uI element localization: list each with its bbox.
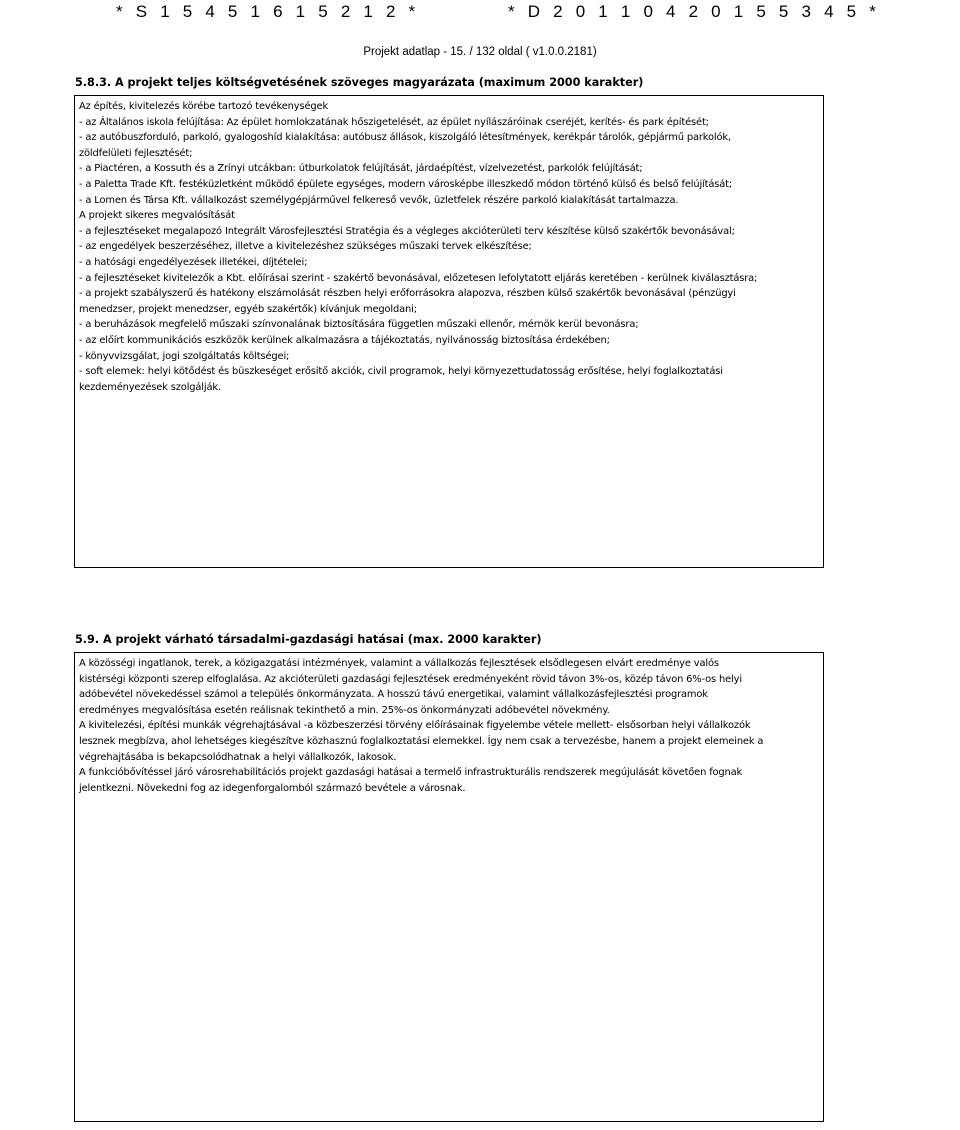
- text-line: - a fejlesztéseket kivitelezők a Kbt. előírásai szerint - szakértő bevonásával, előzetesen lefolytatott eljárás keretében - kerülnek kiválasztásra;: [79, 272, 758, 284]
- text-line: A projekt sikeres megvalósítását: [79, 210, 235, 222]
- text-line: - az Általános iskola felújítása: Az épület homlokzatának hőszigetelését, az épület nyílászáróinak cseréjét, kerítés- és park építését;: [79, 116, 709, 128]
- section-cost-title: 5.8.3. A projekt teljes költségvetésének szöveges magyarázata (maximum 2000 karakter): [75, 76, 644, 89]
- text-line: A közösségi ingatlanok, terek, a közigazgatási intézmények, valamint a vállalkozás fejlesztések elsődlegesen elvárt eredménye valós: [79, 658, 719, 669]
- page-info: Projekt adatlap - 15. / 132 oldal ( v1.0.0.2181): [363, 46, 597, 58]
- text-line: kezdeményezések szolgálják.: [79, 381, 221, 393]
- text-line: menedzser, projekt menedzser, egyéb szakértők) kívánjuk megoldani;: [79, 303, 417, 315]
- text-line: lesznek megbízva, ahol lehetséges kiegészítve közhasznú foglalkoztatási elemekkel. Így nem csak a tervezésbe, hanem a projekt elemeinek a: [79, 735, 764, 747]
- text-line: - az előírt kommunikációs eszközök kerülnek alkalmazásra a tájékoztatás, nyilvánosság biztosítása érdekében;: [79, 334, 610, 346]
- text-line: zöldfelületi fejlesztését;: [79, 147, 193, 159]
- text-line: A funkcióbővítéssel járó városrehabilitációs projekt gazdasági hatásai a termelő infrastrukturális rendszerek megújulását követően fognak: [79, 767, 743, 779]
- text-line: - az engedélyek beszerzéséhez, illetve a kivitelezéshez szükséges műszaki tervek elkészítése;: [79, 241, 532, 253]
- text-line: - soft elemek: helyi kötődést és büszkeséget erősítő akciók, civil programok, helyi környezettudatosság erősítése, helyi foglalkoztatási: [79, 366, 723, 378]
- text-line: jelentkezni. Növekedni fog az idegenforgalomból származó bevétele a városnak.: [79, 782, 466, 794]
- section-impact-textbox: [74, 652, 824, 1122]
- text-line: eredményes megvalósítása esetén reálisnak tekinthető a min. 25%-os önkormányzati adóbevétel növekmény.: [79, 704, 610, 716]
- text-line: adóbevétel növekedéssel számol a település önkormányzata. A hosszú távú energetikai, valamint vállalkozásfejlesztési programok: [79, 689, 708, 701]
- section-cost-textbox: [74, 95, 824, 568]
- text-line: A kivitelezési, építési munkák végrehajtásával -a közbeszerzési törvény előírásainak figyelembe vétele mellett- elsősorban helyi vállalkozók: [79, 720, 751, 732]
- text-line: - a Piactéren, a Kossuth és a Zrínyi utcákban: útburkolatok felújítását, járdaépítést, vízelvezetést, parkolók felújítását;: [79, 163, 643, 175]
- text-line: - a fejlesztéseket megalapozó Integrált Városfejlesztési Stratégia és a végleges akcióterületi terv készítése külső szakértők bevonásával;: [79, 225, 735, 237]
- text-line: végrehajtásába is bekapcsolódhatnak a helyi vállalkozók, lakosok.: [79, 751, 397, 763]
- text-line: Az építés, kivitelezés körébe tartozó tevékenységek: [79, 101, 329, 112]
- barcode-right: * D 2 0 1 1 0 4 2 0 1 5 5 3 4 5 *: [508, 2, 881, 21]
- text-line: - könyvvizsgálat, jogi szolgáltatás költségei;: [79, 350, 290, 362]
- text-line: - a beruházások megfelelő műszaki színvonalának biztosítására független műszaki ellenőr, mérnök kerül bevonásra;: [79, 319, 639, 331]
- text-line: kistérségi központi szerep elfoglalása. Az akcióterületi gazdasági fejlesztések eredményeként rövid távon 3%-os, közép távon 6%-os helyi: [79, 673, 742, 685]
- section-impact-title: 5.9. A projekt várható társadalmi-gazdasági hatásai (max. 2000 karakter): [75, 633, 542, 646]
- text-line: - az autóbuszforduló, parkoló, gyalogoshíd kialakítása: autóbusz állások, kiszolgáló létesítmények, kerékpár tárolók, gépjármű parkolók,: [79, 132, 731, 144]
- barcode-left: * S 1 5 4 5 1 6 1 5 2 1 2 *: [116, 2, 420, 21]
- text-line: - a projekt szabályszerű és hatékony elszámolását részben helyi erőforrásokra alapozva, részben külső szakértők bevonásával (pénzügyi: [79, 288, 736, 300]
- text-line: - a Paletta Trade Kft. festéküzletként működő épülete egységes, modern városképbe illeszkedő módon történő külső és belső felújítását;: [79, 178, 733, 190]
- text-line: - a Lomen és Társa Kft. vállalkozást személygépjárművel felkereső vevők, üzletfelek részére parkoló kialakítását tartalmazza.: [79, 194, 679, 206]
- text-line: - a hatósági engedélyezések illetékei, díjtételei;: [79, 256, 308, 268]
